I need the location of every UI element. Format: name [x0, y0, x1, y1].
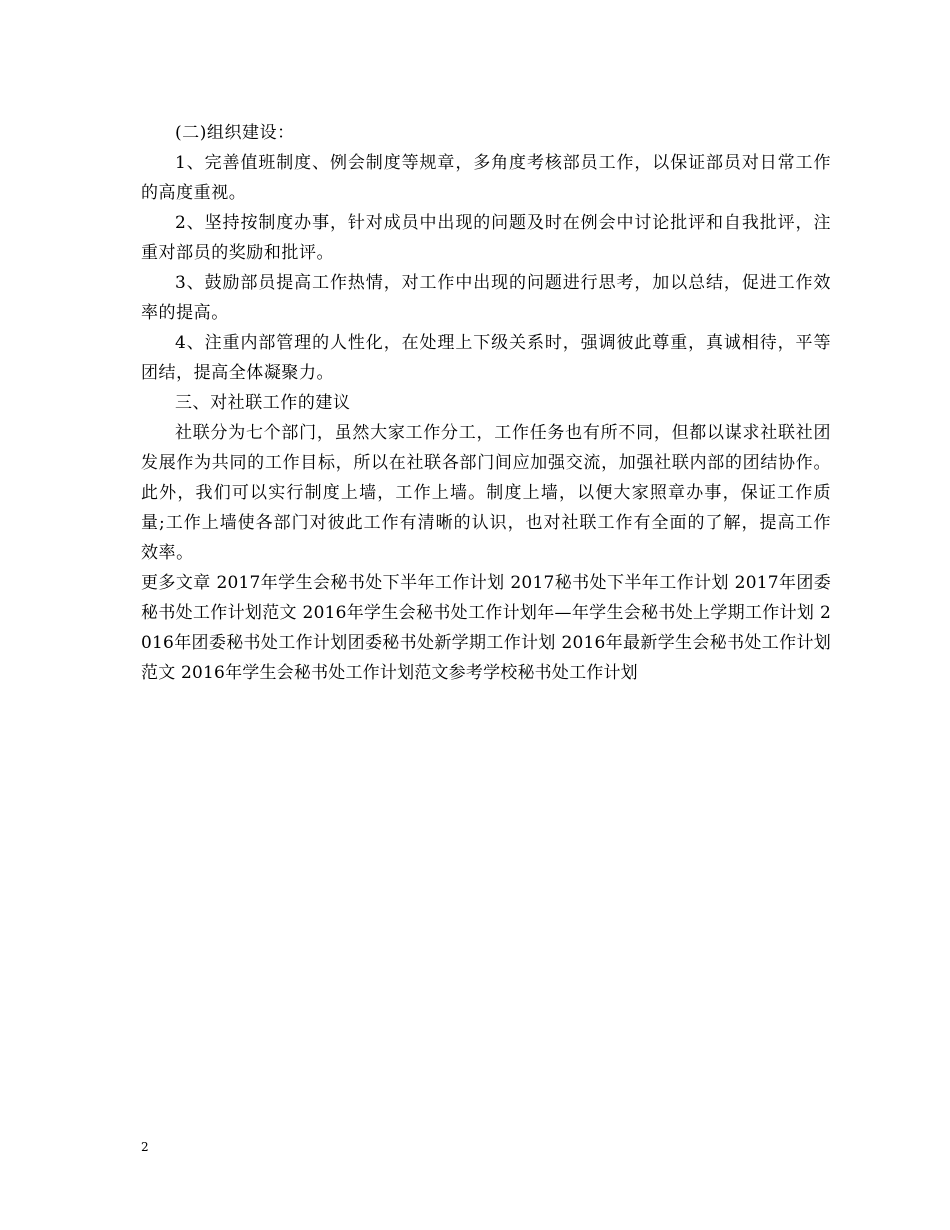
section-heading-organization: (二)组织建设： [175, 123, 295, 143]
page-content [141, 118, 831, 688]
paragraph-item-3: 3、鼓励部员提高工作热情，对工作中出现的问题进行思考，加以总结，促进工作效率的提高。 [141, 273, 831, 323]
paragraph-suggestions-body: 社联分为七个部门，虽然大家工作分工，工作任务也有所不同，但都以谋求社联社团发展作为共同的工作目标，所以在社联各部门间应加强交流，加强社联内部的团结协作。此外，我们可以实行制度上墙，工作上墙。制度上墙，以便大家照章办事，保证工作质量;工作上墙使各部门对彼此工作有清晰的认识，也对社联工作有全面的了解，提高工作效率。 [141, 423, 831, 563]
more-articles-links[interactable]: 更多文章 2017年学生会秘书处下半年工作计划 2017秘书处下半年工作计划 2017年团委秘书处工作计划范文 2016年学生会秘书处工作计划年—年学生会秘书处上学期工作计划 2016年团委秘书处工作计划团委秘书处新学期工作计划 2016年最新学生会秘书处工作计划范文 2016年学生会秘书处工作计划范文参考学校秘书处工作计划 [141, 573, 831, 683]
section-heading-suggestions: 三、对社联工作的建议 [175, 393, 351, 413]
paragraph-item-2: 2、坚持按制度办事，针对成员中出现的问题及时在例会中讨论批评和自我批评，注重对部员的奖励和批评。 [141, 213, 831, 263]
paragraph-item-1: 1、完善值班制度、例会制度等规章，多角度考核部员工作，以保证部员对日常工作的高度重视。 [141, 153, 831, 203]
paragraph-item-4: 4、注重内部管理的人性化，在处理上下级关系时，强调彼此尊重，真诚相待，平等团结，提高全体凝聚力。 [141, 333, 831, 383]
page-number: 2 [141, 1140, 149, 1154]
